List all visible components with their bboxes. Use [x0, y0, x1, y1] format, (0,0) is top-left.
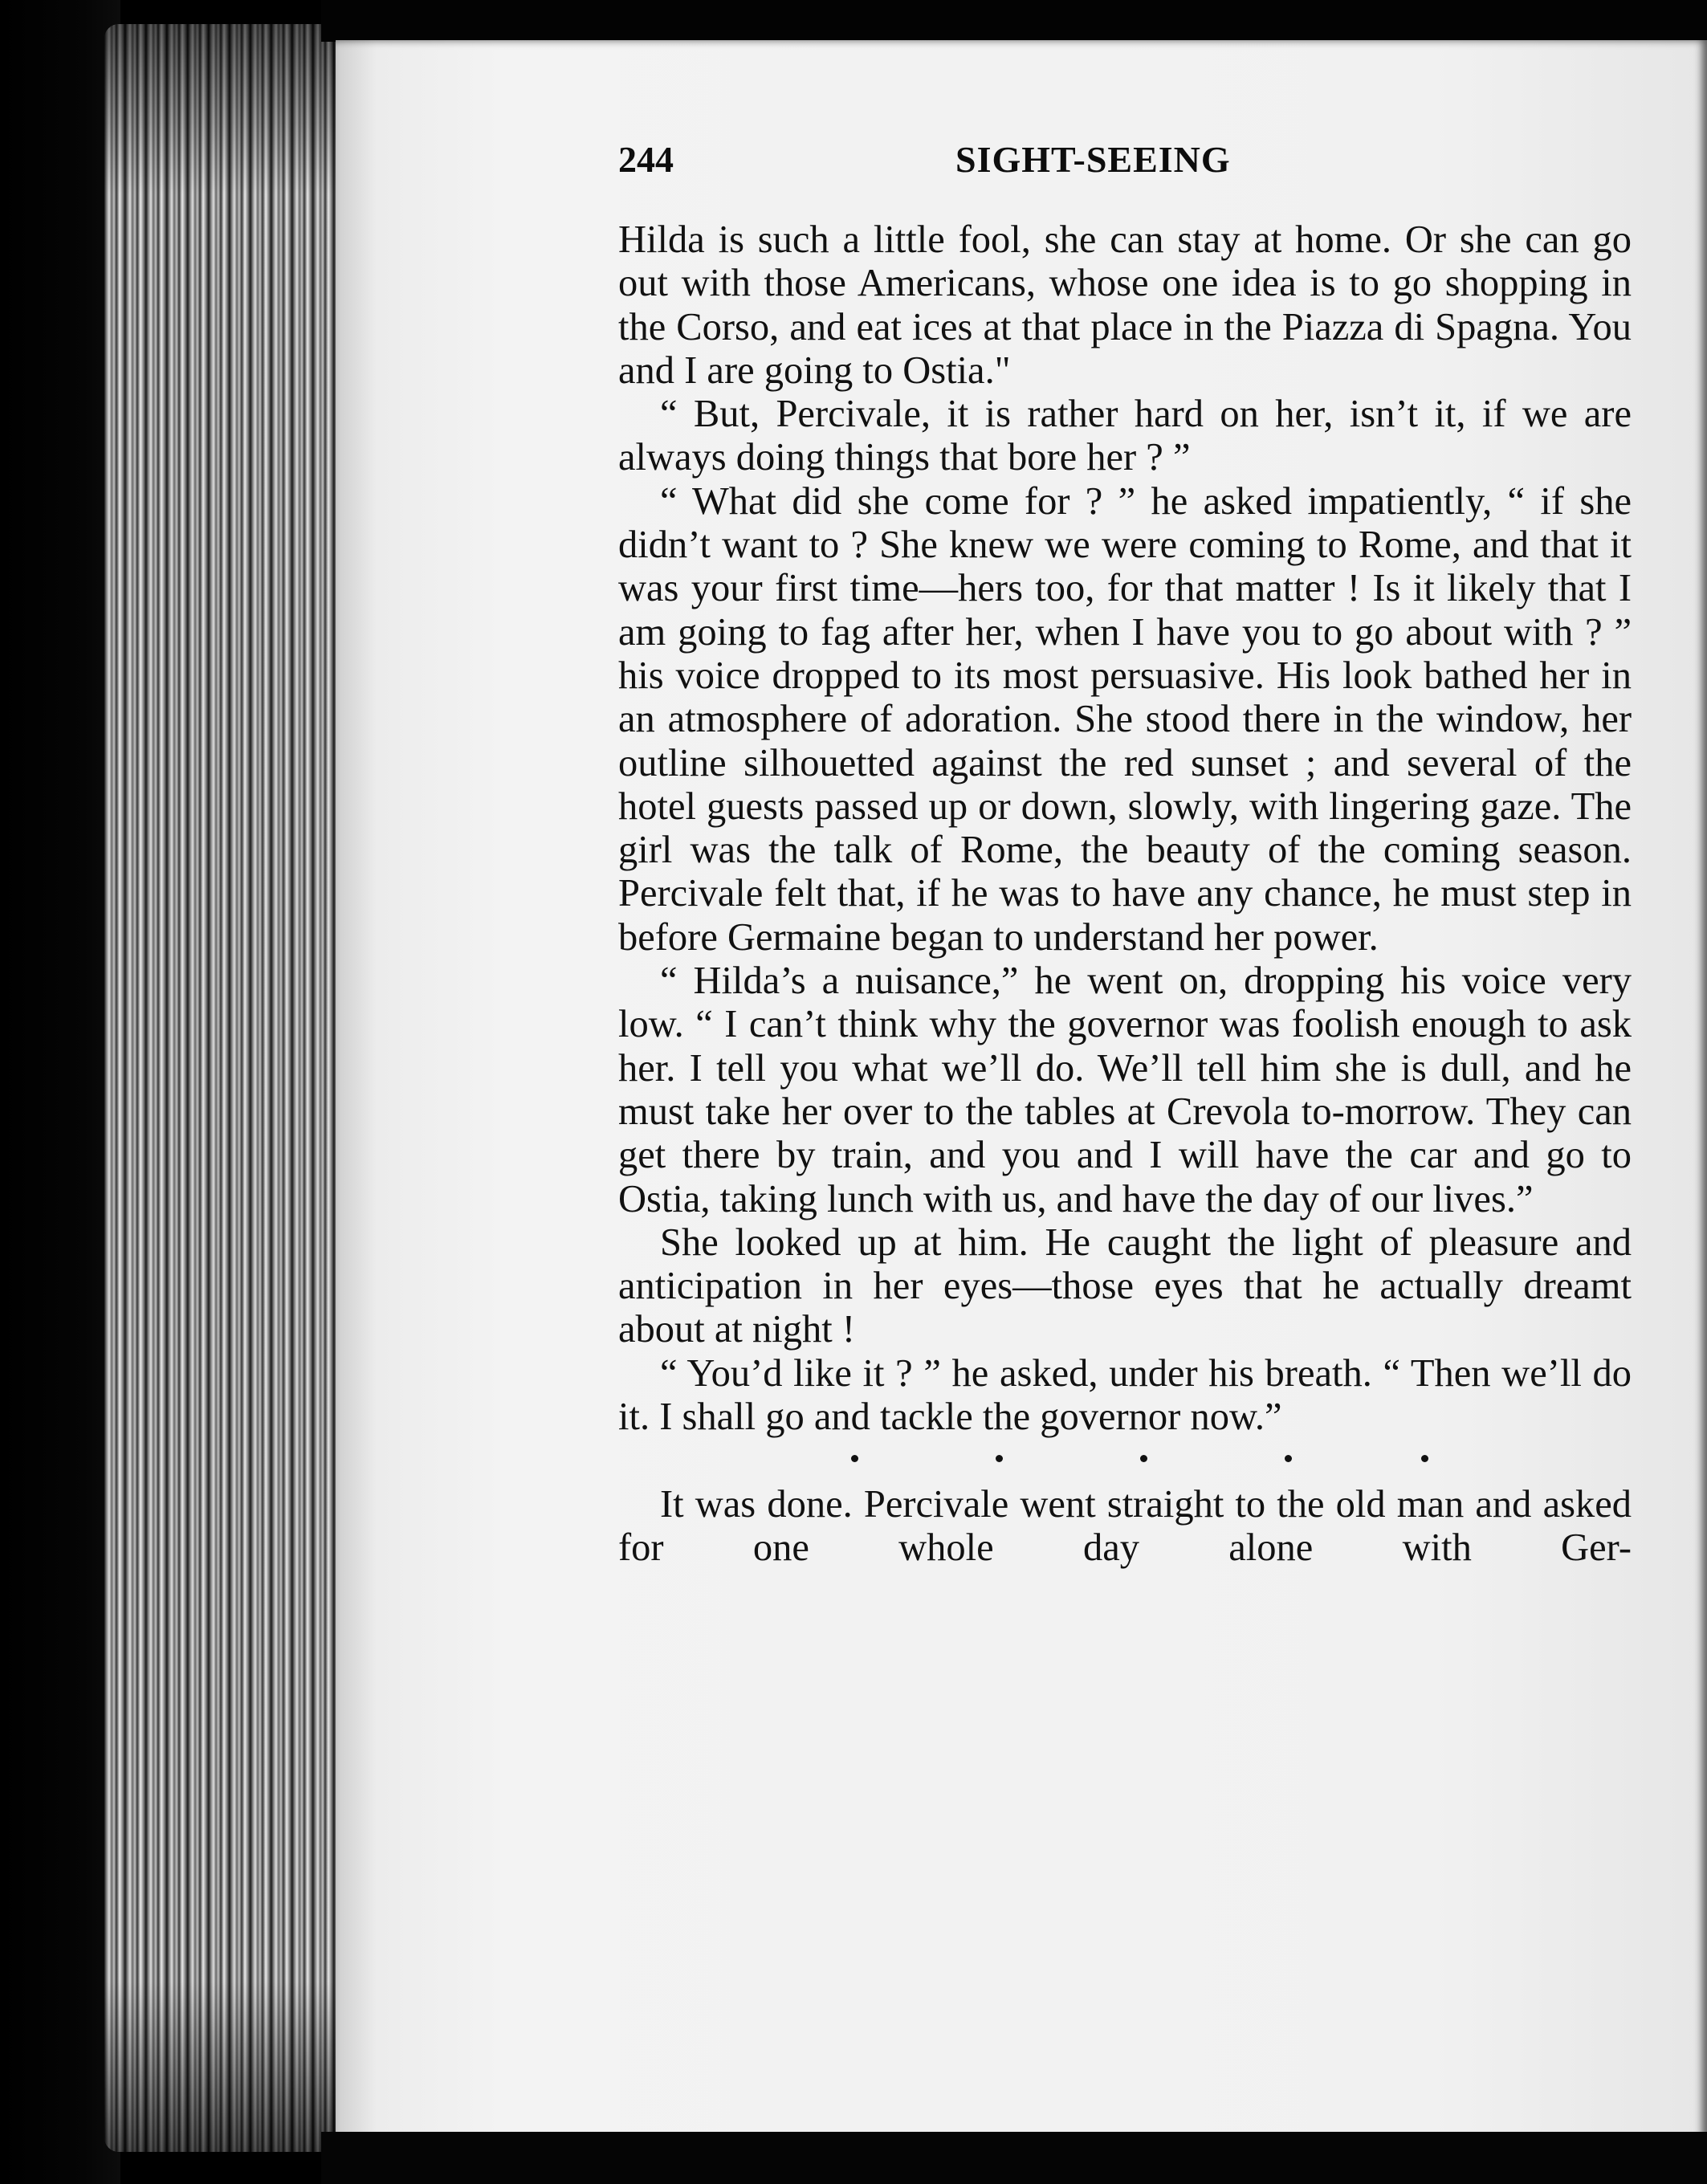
section-break-dot [996, 1455, 1003, 1462]
section-break-dot [1285, 1455, 1292, 1462]
section-break-dot [1140, 1455, 1147, 1462]
section-break-dot [1421, 1455, 1428, 1462]
background-bottom [321, 2132, 1707, 2184]
closing-paragraph: It was done. Percivale went straight to the old man and asked for one whole day alone with Ger- [618, 1482, 1632, 1569]
paragraph-2: “ But, Percivale, it is rather hard on her, isn’t it, if we are always doing things that bore her ? ” [618, 393, 1632, 479]
running-title: SIGHT-SEEING [955, 139, 1231, 180]
background-left [0, 0, 120, 2184]
paragraph-3: “ What did she come for ? ” he asked impatiently, “ if she didn’t want to ? She knew we were coming to Rome, and that it was your first time—hers too, for that matter ! Is it likely that I am going to fag after her, when I have you to go about with ? ” his voice dropped to its most persuasive. His look bathed her in an atmosphere of adoration. She stood there in the window, her outline silhouetted against the red sunset ; and several of the hotel guests passed up or down, slowly, with lingering gaze. The girl was the talk of Rome, the beauty of the coming season. Percivale felt that, if he was to have any chance, he must step in before Germaine began to understand her power. [618, 479, 1632, 959]
paragraph-6: “ You’d like it ? ” he asked, under his breath. “ Then we’ll do it. I shall go and tackle the governor now.” [618, 1351, 1632, 1439]
paragraph-5: She looked up at him. He caught the light of pleasure and anticipation in her eyes—those eyes that he actually dreamt about at night ! [618, 1220, 1632, 1351]
body-text [618, 218, 1632, 1570]
paragraph-1: Hilda is such a little fool, she can stay at home. Or she can go out with those Americans, whose one idea is to go shopping in the Corso, and eat ices at that place in the Piazza di Spagna. You and I are going to Ostia." [618, 218, 1632, 392]
running-head [618, 138, 1630, 186]
section-break-dot [851, 1455, 858, 1462]
paragraph-4: “ Hilda’s a nuisance,” he went on, dropping his voice very low. “ I can’t think why the governor was foolish enough to ask her. I tell you what we’ll do. We’ll tell him she is dull, and he must take her over to the tables at Crevola to-morrow. They can get there by train, and you and I will have the car and go to Ostia, taking lunch with us, and have the day of our lives.” [618, 960, 1632, 1220]
section-break [618, 1439, 1632, 1482]
page-number: 244 [618, 139, 674, 180]
background-top [321, 0, 1707, 42]
page-edges [104, 24, 345, 2152]
